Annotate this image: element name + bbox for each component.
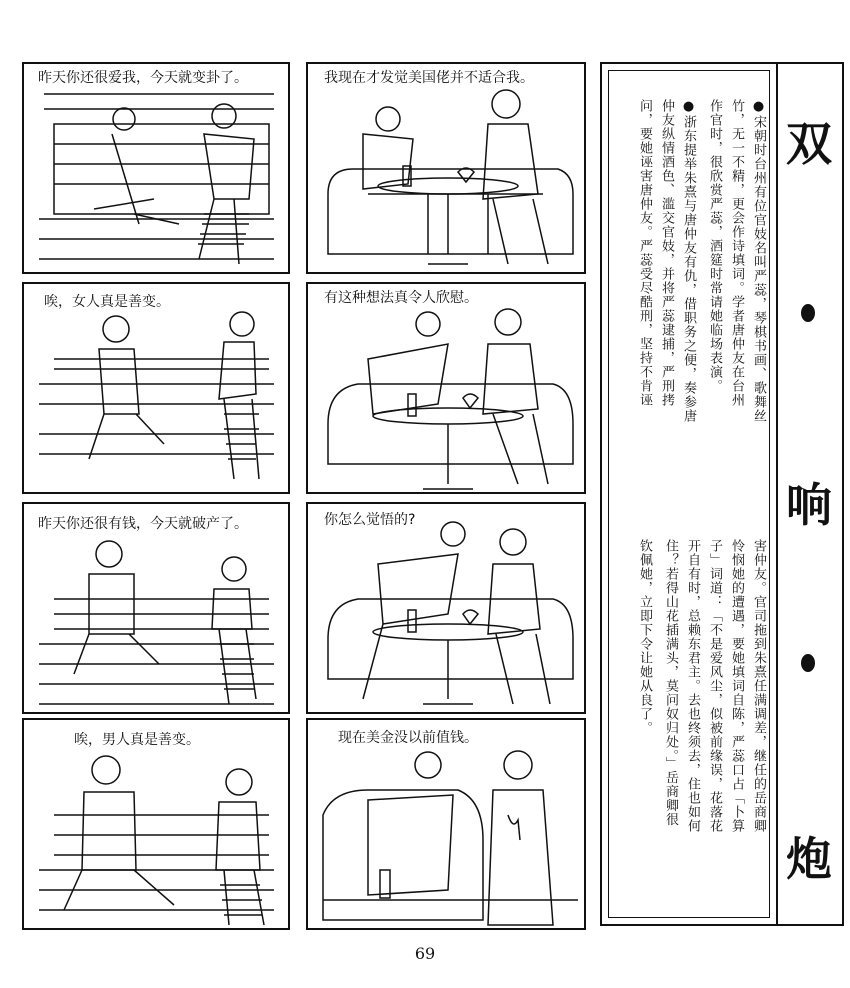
title-dot [801, 304, 815, 322]
panel-3-illustration [24, 284, 290, 494]
comic-panel-2 [306, 62, 586, 274]
panel-caption: 唉，女人真是善变。 [44, 294, 170, 310]
page-number: 69 [414, 944, 436, 963]
story-column: 钦佩她，立即下令让她从良了。 [637, 539, 652, 735]
panel-2-illustration [308, 64, 586, 274]
title-char: 响 [786, 478, 832, 532]
panel-caption: 有这种想法真令人欣慰。 [324, 290, 478, 306]
story-column: 问，要她诬害唐仲友。严蕊受尽酷刑，坚持不肯诬 [637, 99, 652, 407]
panel-caption: 现在美金没以前值钱。 [338, 730, 478, 746]
story-column: 怜悯她的遭遇，要她填词自陈，严蕊口占「卜算 [729, 539, 744, 833]
story-sidebar [600, 62, 778, 926]
comic-panel-1 [22, 62, 290, 274]
title-column [778, 62, 844, 926]
story-column: ●浙东提举朱熹与唐仲友有仇，借职务之便，奏参唐 [681, 99, 696, 423]
panel-5-illustration [24, 504, 290, 714]
panel-8-illustration [308, 720, 586, 930]
story-column: 作官时，很欣赏严蕊，酒筵时常请她临场表演。 [707, 99, 722, 393]
panel-4-illustration [308, 284, 586, 494]
comic-panel-5 [22, 502, 290, 714]
panel-caption: 昨天你还很有钱，今天就破产了。 [38, 516, 248, 532]
story-column: ●宋朝时台州有位官妓名叫严蕊，琴棋书画、歌舞丝 [751, 99, 766, 423]
panel-caption: 唉，男人真是善变。 [74, 732, 200, 748]
panel-7-illustration [24, 720, 290, 930]
comic-panel-6 [306, 502, 586, 714]
title-dot [801, 654, 815, 672]
title-char: 炮 [786, 832, 832, 886]
story-column: 仲友纵情酒色、滥交官妓，并将严蕊逮捕，严刑拷 [659, 99, 674, 407]
panel-6-illustration [308, 504, 586, 714]
title-char: 双 [786, 117, 832, 171]
panel-caption: 我现在才发觉美国佬并不适合我。 [324, 70, 534, 86]
comic-panel-3 [22, 282, 290, 494]
story-column: 开自有时，总赖东君主。去也终须去，住也如何 [685, 539, 700, 833]
story-text-frame [608, 70, 770, 918]
panel-caption: 你怎么觉悟的? [324, 512, 416, 528]
comic-panel-4 [306, 282, 586, 494]
panel-1-illustration [24, 64, 290, 274]
comic-panel-8 [306, 718, 586, 930]
story-column: 住？若得山花插满头，莫问奴归处。」岳商卿很 [663, 539, 678, 827]
story-column: 竹，无一不精，更会作诗填词。学者唐仲友在台州 [729, 99, 744, 407]
panel-caption: 昨天你还很爱我，今天就变卦了。 [38, 70, 248, 86]
story-column: 子」词道：「不是爱风尘，似被前缘误，花落花 [707, 539, 722, 833]
comic-panel-7 [22, 718, 290, 930]
story-column: 害仲友。官司拖到朱熹任满调差，继任的岳商卿 [751, 539, 766, 833]
